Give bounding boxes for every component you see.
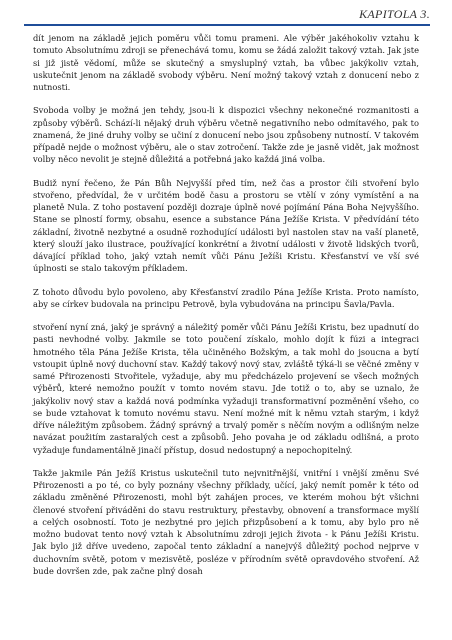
body-text (33, 32, 419, 588)
paragraph: Takže jakmile Pán Ježíš Kristus uskutečnil tuto nejvnitřnější, vnitřní i vnější změnu Své Přirozenosti a po té, co byly poznány všechny příklady, učící, jaký nemít poměr k této od základu změněné Přirozenosti, mohl být zahájen proces, ve kterém mohou být všichni členové stvoření přiváděni do stavu restruktury, přestavby, obnovení a transformace myšlí a celých osobností. Toto je nezbytné pro jejich přizpůsobení a k tomu, aby bylo pro ně možno budovat tento nový vztah k Absolutnímu zdroji jejich života - k Pánu Ježíši Kristu. Jak bylo již dříve uvedeno, započal tento základní a nanejvýš důležitý pochod nejprve v duchovním světě, potom v mezisvětě, posléze v přírodním světě opravdového stvoření. Až bude dovršen zde, pak začne plný dosah (33, 467, 419, 576)
paragraph: dít jenom na základě jejich poměru vůči tomu prameni. Ale výběr jakéhokoliv vztahu k tomuto Absolutnímu zdroji se přenechává tomu, komu se žádá založit takový vztah. Jak jste si již jistě vědomí, může se skutečný a smysluplný vztah, ba vůbec jakýkoliv vztah, uskutečnit jenom na základě svobody výběru. Není možný takový vztah z donucení nebo z nutnosti. (33, 33, 419, 92)
paragraph: Budiž nyní řečeno, že Pán Bůh Nejvyšší před tím, než čas a prostor čili stvoření bylo stvořeno, předvídal, že v určitém bodě času a prostoru se vtělí v zóny vymístění a na planetě Nula. Z toho postavení později dozraje úplně nové pojímání Pána Boha Nejvyššího. Stane se plností formy, obsahu, esence a substance Pána Ježíše Krista. V předvídání této základní, životně nezbytné a osudně rozhodující události byl nastolen stav na vaší planetě, který slouží jako ilustrace, používající konkrétní a životní události v životě lidských tvorů, dávající příklad toho, jaký vztah nemít vůči Pánu Ježíši Kristu. Křesťanství ve vší své úplnosti se stalo takovým příkladem. (33, 177, 419, 274)
paragraph: stvoření nyní zná, jaký je správný a náležitý poměr vůči Pánu Ježíši Kristu, bez upadnutí do pasti nevhodné volby. Jakmile se toto poučení získalo, mohlo dojít k fúzi a integraci hmotného těla Pána Ježíše Krista, těla učiněného Božským, a tak mohl do jsoucna a bytí vstoupit úplně nový duchovní stav. Každý takový nový stav, zvláště týká-li se věčné změny v samé Přirozenosti Stvořitele, vyžaduje, aby mu předcházelo projevení se všech možných výběrů, které nemožno použít v tomto novém stavu. Jde totiž o to, aby se uznalo, že jakýkoliv nový stav a každá nová podmínka vyžaduji transformativní pozměnění všeho, co se bude vztahovat k tomuto novému stavu. Není možné mít k němu vztah starým, i když dříve náležitým způsobem. Žádný správný a trvalý poměr s něčím novým a odlišným nelze navázat použitím zastaralých cest a způsobů. Jeho povaha je od základu odlišná, a proto vyžaduje fundamentálně jinačí přístup, dosud nedostupný a nepochopitelný. (33, 322, 419, 455)
paragraph: Z tohoto důvodu bylo povoleno, aby Křesťanství zradilo Pána Ježíše Krista. Proto namísto, aby se církev budovala na principu Petrově, byla vybudována na principu Šavla/Pavla. (33, 286, 419, 309)
chapter-header: KAPITOLA 3. (359, 7, 430, 21)
header-rule (24, 24, 430, 26)
paragraph: Svoboda volby je možná jen tehdy, jsou-li k dispozici všechny nekonečné rozmanitosti a způsoby výběrů. Schází-li nějaký druh výběru včetně negativního nebo odmítavého, pak to znamená, že jiné druhy volby se učiní z donucení nebo jsou způsobeny nutností. V takovém případě nejde o možnost výběru, ale o stav zotročení. Takže zde je jasně vidět, jak možnost volby něco nevolit je stejně důležitá a potřebná jako každá jiná volba. (33, 105, 419, 165)
